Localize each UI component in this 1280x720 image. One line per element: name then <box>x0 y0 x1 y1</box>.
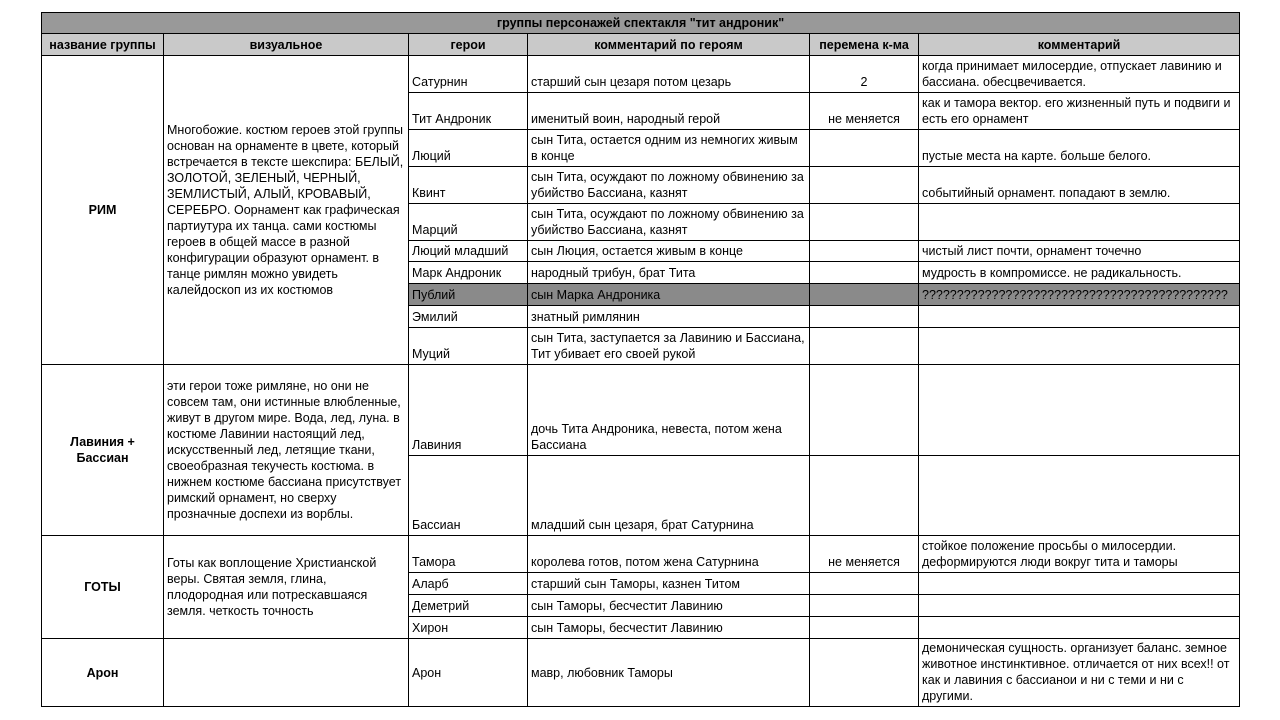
group-name-rim: РИМ <box>42 56 164 365</box>
hero-comment: сын Люция, остается живым в конце <box>528 241 810 262</box>
hero-comment: сын Тита, остается одним из немногих живым в конце <box>528 130 810 167</box>
comment: чистый лист почти, орнамент точечно <box>919 241 1240 262</box>
hero-comment: сын Тита, осуждают по ложному обвинению за убийство Бассиана, казнят <box>528 204 810 241</box>
hero-name: Марций <box>409 204 528 241</box>
costume-change <box>810 241 919 262</box>
costume-change <box>810 284 919 306</box>
costume-change <box>810 306 919 328</box>
costume-change <box>810 204 919 241</box>
hero-comment: сын Тита, осуждают по ложному обвинению за убийство Бассиана, казнят <box>528 167 810 204</box>
comment: демоническая сущность. организует баланс. земное животное инстинктивное. отличается от них всех!! от как и лавиния с бассианои и ни с теми и ни с другими. <box>919 639 1240 707</box>
costume-change <box>810 328 919 365</box>
comment: стойкое положение просьбы о милосердии. деформируются люди вокруг тита и таморы <box>919 536 1240 573</box>
group-visual-goty: Готы как воплощение Христианской веры. Святая земля, глина, плодородная или потрескавшаяся земля. четкость точность <box>164 536 409 639</box>
costume-change <box>810 130 919 167</box>
comment <box>919 456 1240 536</box>
comment <box>919 365 1240 456</box>
hero-comment: сын Тита, заступается за Лавинию и Бассиана, Тит убивает его своей рукой <box>528 328 810 365</box>
costume-change <box>810 573 919 595</box>
costume-change: 2 <box>810 56 919 93</box>
group-visual-aron <box>164 639 409 707</box>
hero-name: Сатурнин <box>409 56 528 93</box>
comment: событийный орнамент. попадают в землю. <box>919 167 1240 204</box>
hero-name: Тамора <box>409 536 528 573</box>
hero-name: Аларб <box>409 573 528 595</box>
hero-name: Квинт <box>409 167 528 204</box>
hero-comment: именитый воин, народный герой <box>528 93 810 130</box>
hero-comment: сын Таморы, бесчестит Лавинию <box>528 617 810 639</box>
costume-change <box>810 262 919 284</box>
group-visual-lavinia: эти герои тоже римляне, но они не совсем там, они истинные влюбленные, живут в другом мире. Вода, лед, луна. в костюме Лавинии настоящий лед, искусственный лед, летящие ткани, своеобразная текучесть костюма. в нижнем костюме бассиана присутствует римский орнамент, но сверху прозначные доспехи из ворблы. <box>164 365 409 536</box>
comment <box>919 617 1240 639</box>
hero-comment: знатный римлянин <box>528 306 810 328</box>
comment <box>919 595 1240 617</box>
comment: ???????????????????????????????????????????? <box>919 284 1240 306</box>
hero-comment: королева готов, потом жена Сатурнина <box>528 536 810 573</box>
hero-name: Люций <box>409 130 528 167</box>
table-title: группы персонажей спектакля "тит андроник" <box>42 13 1240 34</box>
hero-name: Деметрий <box>409 595 528 617</box>
hero-comment: дочь Тита Андроника, невеста, потом жена Бассиана <box>528 365 810 456</box>
costume-change <box>810 639 919 707</box>
hero-name: Публий <box>409 284 528 306</box>
costume-change <box>810 595 919 617</box>
group-name-goty: ГОТЫ <box>42 536 164 639</box>
hero-comment: мавр, любовник Таморы <box>528 639 810 707</box>
hero-name: Эмилий <box>409 306 528 328</box>
hero-comment: старший сын Таморы, казнен Титом <box>528 573 810 595</box>
hero-name: Лавиния <box>409 365 528 456</box>
hero-comment: народный трибун, брат Тита <box>528 262 810 284</box>
header-group-name: название группы <box>42 34 164 56</box>
header-visual: визуальное <box>164 34 409 56</box>
table-row <box>42 639 1240 707</box>
table-row <box>42 536 1240 573</box>
comment <box>919 328 1240 365</box>
hero-comment: сын Марка Андроника <box>528 284 810 306</box>
hero-name: Муций <box>409 328 528 365</box>
comment: когда принимает милосердие, отпускает лавинию и бассиана. обесцвечивается. <box>919 56 1240 93</box>
characters-table <box>41 12 1240 707</box>
table-row <box>42 56 1240 93</box>
hero-name: Хирон <box>409 617 528 639</box>
comment <box>919 573 1240 595</box>
hero-name: Марк Андроник <box>409 262 528 284</box>
comment <box>919 306 1240 328</box>
group-visual-rim: Многобожие. костюм героев этой группы основан на орнаменте в цвете, который встречается в тексте шекспира: БЕЛЫЙ, ЗОЛОТОЙ, ЗЕЛЕНЫЙ, ЧЕРНЫЙ, ЗЕМЛИСТЫЙ, АЛЫЙ, КРОВАВЫЙ, СЕРЕБРО. Оорнамент как графическая партиутура их танца. сами костюмы героев в общей массе в разной конфигурации образуют орнамент. в танце римлян можно увидеть калейдоскоп из их костюмов <box>164 56 409 365</box>
hero-name: Тит Андроник <box>409 93 528 130</box>
group-name-aron: Арон <box>42 639 164 707</box>
header-comment: комментарий <box>919 34 1240 56</box>
hero-name: Люций младший <box>409 241 528 262</box>
comment <box>919 204 1240 241</box>
hero-comment: старший сын цезаря потом цезарь <box>528 56 810 93</box>
costume-change <box>810 617 919 639</box>
table-row <box>42 365 1240 456</box>
comment: мудрость в компромиссе. не радикальность. <box>919 262 1240 284</box>
header-heroes: герои <box>409 34 528 56</box>
hero-comment: сын Таморы, бесчестит Лавинию <box>528 595 810 617</box>
costume-change: не меняется <box>810 536 919 573</box>
costume-change <box>810 365 919 456</box>
costume-change <box>810 167 919 204</box>
costume-change: не меняется <box>810 93 919 130</box>
comment: как и тамора вектор. его жизненный путь и подвиги и есть его орнамент <box>919 93 1240 130</box>
costume-change <box>810 456 919 536</box>
group-name-lavinia: Лавиния + Бассиан <box>42 365 164 536</box>
header-costume-change: перемена к-ма <box>810 34 919 56</box>
hero-name: Бассиан <box>409 456 528 536</box>
header-hero-comment: комментарий по героям <box>528 34 810 56</box>
comment: пустые места на карте. больше белого. <box>919 130 1240 167</box>
hero-name: Арон <box>409 639 528 707</box>
hero-comment: младший сын цезаря, брат Сатурнина <box>528 456 810 536</box>
